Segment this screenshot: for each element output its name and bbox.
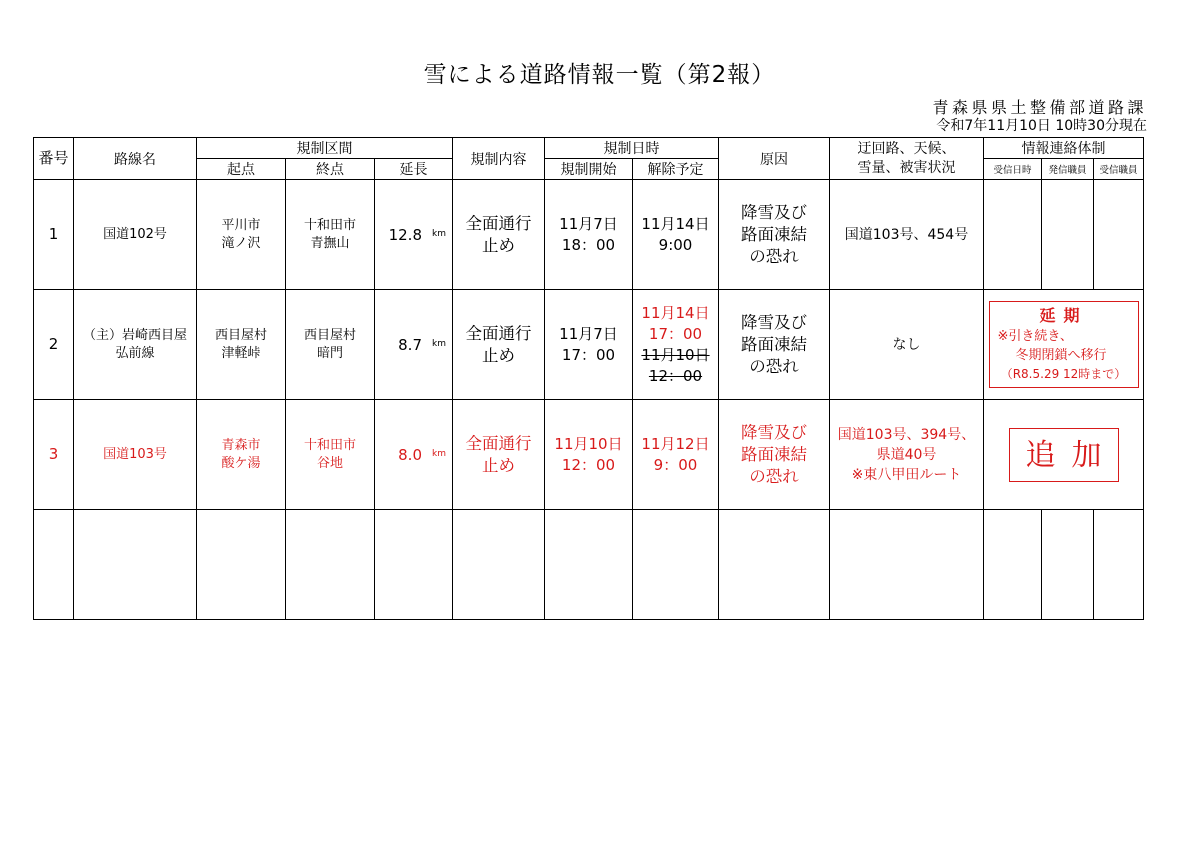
sender-staff — [1042, 180, 1094, 290]
restriction-begin: 11月7日 17：00 — [545, 290, 633, 400]
receiver-staff — [1094, 510, 1144, 620]
restriction-begin — [545, 510, 633, 620]
length: 8.0 km — [375, 400, 453, 510]
detour-info: 国道103号、394号、 県道40号 ※東八甲田ルート — [830, 400, 984, 510]
restriction-begin: 11月7日 18：00 — [545, 180, 633, 290]
header-length: 延長 — [375, 159, 453, 180]
cause — [719, 510, 830, 620]
release-old-date: 11月10日 — [641, 345, 710, 364]
restriction-release: 11月14日 9:00 — [633, 180, 719, 290]
header-sender: 発信職員 — [1042, 159, 1094, 180]
extension-label: 延期 — [1039, 306, 1088, 325]
header-begin: 規制開始 — [545, 159, 633, 180]
length — [375, 510, 453, 620]
row-number: 2 — [34, 290, 74, 400]
header-end: 終点 — [286, 159, 375, 180]
route-name — [74, 510, 197, 620]
header-cause: 原因 — [719, 138, 830, 180]
restriction-release: 11月12日 9：00 — [633, 400, 719, 510]
header-number: 番号 — [34, 138, 74, 180]
header-row-1 — [34, 138, 1144, 159]
header-release: 解除予定 — [633, 159, 719, 180]
status-note-cell — [984, 290, 1144, 400]
detour-info: 国道103号、454号 — [830, 180, 984, 290]
row-number — [34, 510, 74, 620]
table-row — [34, 400, 1144, 510]
department-name: 青森県県土整備部道路課 — [932, 98, 1147, 117]
detour-info: なし — [830, 290, 984, 400]
received-datetime — [984, 510, 1042, 620]
cause: 降雪及び 路面凍結 の恐れ — [719, 180, 830, 290]
document-title: 雪による道路情報一覧（第2報） — [423, 62, 776, 88]
header-start: 起点 — [197, 159, 286, 180]
extension-notice: 延期 ※引き続き、 冬期閉鎖へ移行 （R8.5.29 12時まで） — [989, 301, 1139, 388]
start-point: 西目屋村 津軽峠 — [197, 290, 286, 400]
end-point — [286, 510, 375, 620]
length: 12.8 km — [375, 180, 453, 290]
route-name: 国道103号 — [74, 400, 197, 510]
road-info-table — [33, 137, 1144, 620]
header-contact: 情報連絡体制 — [984, 138, 1144, 159]
header-received: 受信日時 — [984, 159, 1042, 180]
start-point — [197, 510, 286, 620]
release-old-time: 12：00 — [648, 366, 703, 385]
header-route: 路線名 — [74, 138, 197, 180]
as-of-timestamp: 令和7年11月10日 10時30分現在 — [936, 118, 1147, 134]
header-section: 規制区間 — [197, 138, 453, 159]
release-new-time: 17：00 — [648, 324, 703, 343]
row-number: 3 — [34, 400, 74, 510]
received-datetime — [984, 180, 1042, 290]
restriction-content — [453, 510, 545, 620]
header-detour: 迂回路、天候、 雪量、被害状況 — [830, 138, 984, 180]
restriction-release — [633, 510, 719, 620]
header-receiver: 受信職員 — [1094, 159, 1144, 180]
start-point: 青森市 酸ケ湯 — [197, 400, 286, 510]
route-name: （主）岩崎西目屋 弘前線 — [74, 290, 197, 400]
end-point: 西目屋村 暗門 — [286, 290, 375, 400]
header-datetime: 規制日時 — [545, 138, 719, 159]
table-row-empty — [34, 510, 1144, 620]
end-point: 十和田市 谷地 — [286, 400, 375, 510]
row-number: 1 — [34, 180, 74, 290]
route-name: 国道102号 — [74, 180, 197, 290]
cause: 降雪及び 路面凍結 の恐れ — [719, 290, 830, 400]
sender-staff — [1042, 510, 1094, 620]
table-row — [34, 290, 1144, 400]
length: 8.7 km — [375, 290, 453, 400]
start-point: 平川市 滝ノ沢 — [197, 180, 286, 290]
table-row — [34, 180, 1144, 290]
restriction-release — [633, 290, 719, 400]
header-content: 規制内容 — [453, 138, 545, 180]
restriction-begin: 11月10日 12：00 — [545, 400, 633, 510]
addition-notice: 追加 — [1009, 428, 1119, 482]
cause: 降雪及び 路面凍結 の恐れ — [719, 400, 830, 510]
detour-info — [830, 510, 984, 620]
restriction-content: 全面通行 止め — [453, 400, 545, 510]
restriction-content: 全面通行 止め — [453, 290, 545, 400]
end-point: 十和田市 青撫山 — [286, 180, 375, 290]
status-note-cell — [984, 400, 1144, 510]
receiver-staff — [1094, 180, 1144, 290]
release-new-date: 11月14日 — [641, 303, 710, 322]
restriction-content: 全面通行 止め — [453, 180, 545, 290]
